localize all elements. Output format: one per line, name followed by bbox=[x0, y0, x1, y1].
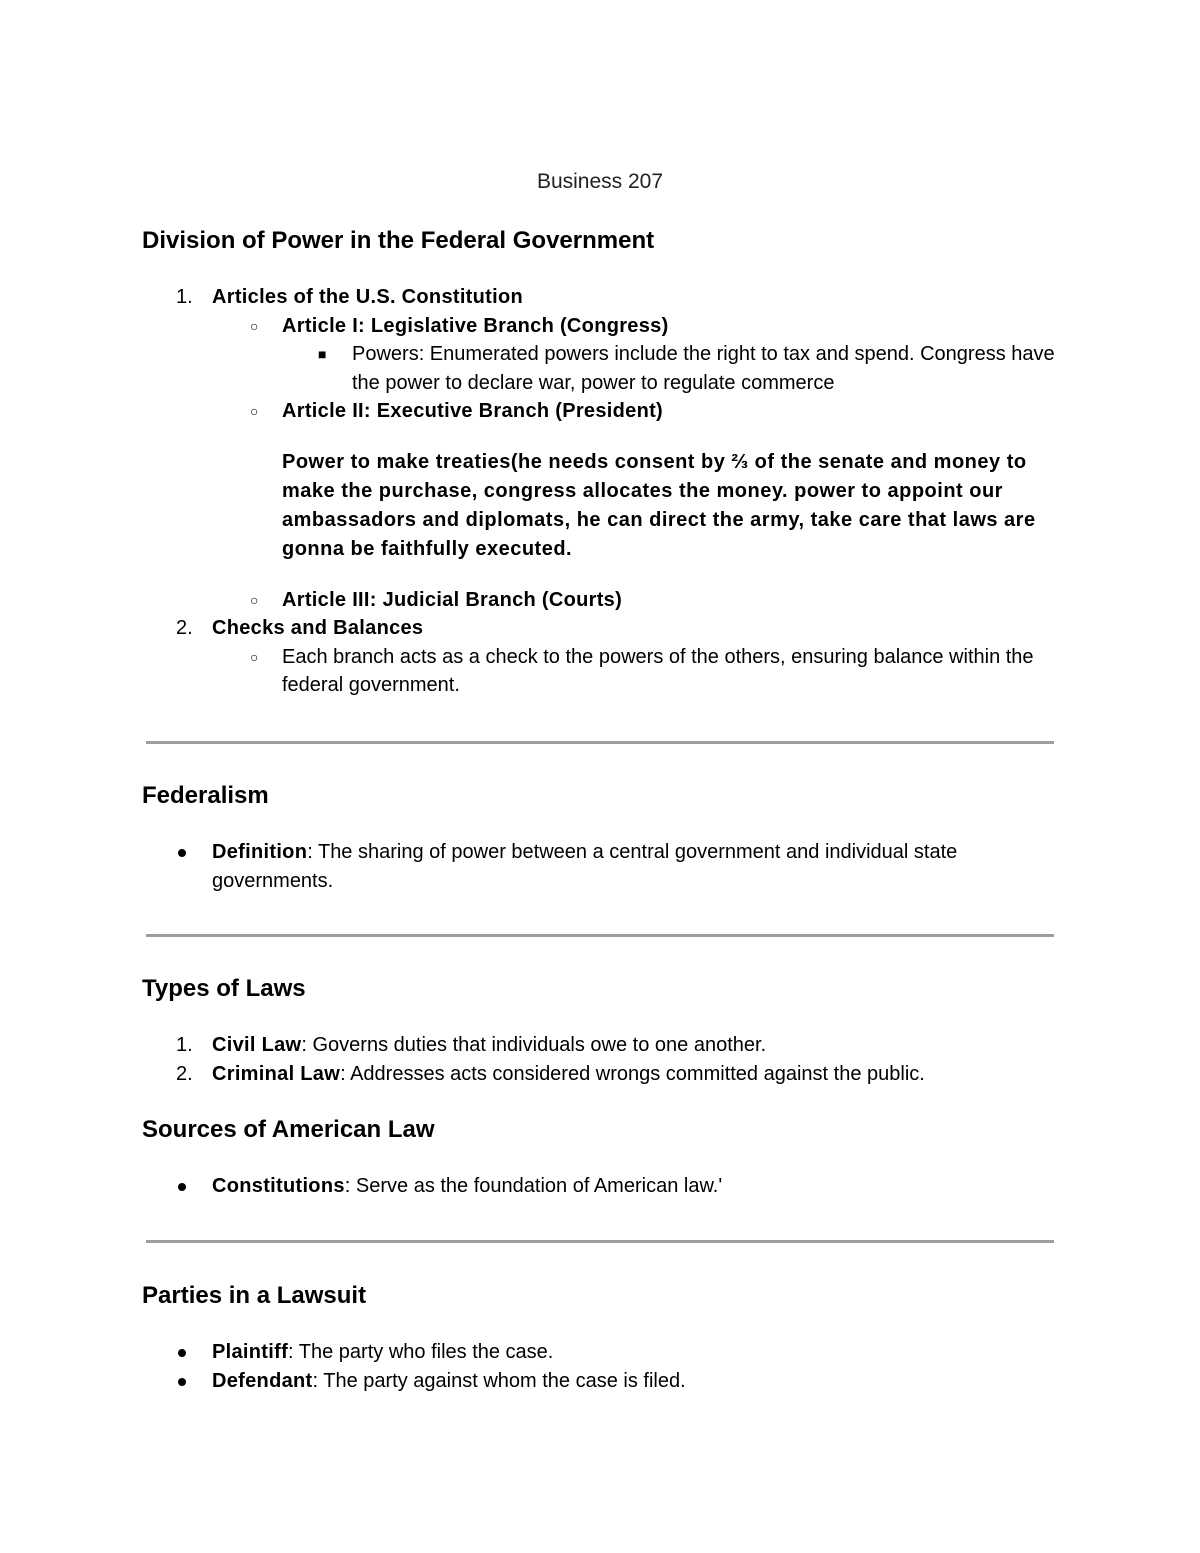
bullet-icon bbox=[178, 1349, 186, 1357]
article-1-item bbox=[142, 312, 1062, 341]
list-number: 2. bbox=[176, 617, 193, 639]
criminal-law-term: Criminal Law bbox=[212, 1062, 341, 1085]
constitutions-item bbox=[142, 1172, 1062, 1201]
plaintiff-item bbox=[142, 1338, 1062, 1367]
sources-heading: Sources of American Law bbox=[142, 1116, 435, 1143]
division-heading: Division of Power in the Federal Government bbox=[142, 227, 655, 254]
constitutions-term: Constitutions bbox=[212, 1175, 345, 1197]
article-1-powers-text: Powers: Enumerated powers include the right to tax and spend. Congress have the power to declare war, power to regulate commerce bbox=[352, 343, 1055, 394]
article-1-label: Article I: Legislative Branch (Congress) bbox=[282, 314, 669, 337]
federalism-section bbox=[142, 781, 1062, 895]
article-2-paragraph: Power to make treaties(he needs consent by ⅔ of the senate and money to make the purchase, congress allocates the money. power to appoint our ambassadors and diplomats, he can direct the army, take care that laws are gonna be faithfully executed. bbox=[282, 450, 1036, 560]
criminal-law-item bbox=[142, 1060, 1062, 1089]
section-divider bbox=[146, 741, 1054, 744]
circle-bullet-icon: ○ bbox=[250, 317, 259, 334]
list-number: 2. bbox=[176, 1062, 193, 1085]
parties-heading: Parties in a Lawsuit bbox=[142, 1282, 367, 1309]
division-section bbox=[142, 226, 1062, 700]
checks-description-item bbox=[142, 643, 1062, 700]
civil-law-text: : Governs duties that individuals owe to one another. bbox=[301, 1034, 767, 1056]
section-divider bbox=[146, 934, 1054, 937]
circle-bullet-icon: ○ bbox=[250, 648, 259, 665]
checks-label: Checks and Balances bbox=[212, 617, 424, 639]
plaintiff-term: Plaintiff bbox=[212, 1341, 289, 1363]
article-1-powers-item bbox=[142, 340, 1062, 397]
articles-item bbox=[142, 283, 1062, 312]
section-divider bbox=[146, 1240, 1054, 1243]
article-3-item bbox=[142, 586, 1062, 615]
civil-law-item bbox=[142, 1031, 1062, 1060]
bullet-icon bbox=[178, 849, 186, 857]
defendant-item bbox=[142, 1367, 1062, 1396]
list-number: 1. bbox=[176, 286, 193, 308]
parties-section bbox=[142, 1281, 1062, 1395]
civil-law-term: Civil Law bbox=[212, 1034, 302, 1056]
defendant-term: Defendant bbox=[212, 1369, 313, 1392]
defendant-text: : The party against whom the case is filed. bbox=[312, 1369, 686, 1392]
articles-label: Articles of the U.S. Constitution bbox=[212, 286, 524, 308]
definition-term: Definition bbox=[212, 841, 308, 863]
federalism-definition-item bbox=[142, 838, 1062, 895]
checks-item bbox=[142, 614, 1062, 643]
definition-text: : The sharing of power between a central government and individual state governments. bbox=[212, 841, 958, 892]
plaintiff-text: : The party who files the case. bbox=[288, 1341, 554, 1363]
checks-description-text: Each branch acts as a check to the powers of the others, ensuring balance within the federal government. bbox=[282, 645, 1034, 696]
constitutions-text: : Serve as the foundation of American law.' bbox=[344, 1175, 723, 1197]
article-3-label: Article III: Judicial Branch (Courts) bbox=[282, 588, 623, 611]
document-header: Business 207 bbox=[536, 170, 664, 193]
bullet-icon bbox=[178, 1183, 186, 1191]
list-number: 1. bbox=[176, 1034, 193, 1056]
criminal-law-text: : Addresses acts considered wrongs committed against the public. bbox=[340, 1062, 925, 1085]
circle-bullet-icon: ○ bbox=[250, 591, 259, 608]
sources-section bbox=[142, 1115, 1062, 1201]
square-bullet-icon: ■ bbox=[318, 346, 327, 362]
types-heading: Types of Laws bbox=[142, 975, 306, 1002]
article-2-label: Article II: Executive Branch (President) bbox=[282, 400, 664, 422]
article-2-item bbox=[142, 397, 1062, 426]
circle-bullet-icon: ○ bbox=[250, 403, 259, 419]
bullet-icon bbox=[178, 1378, 186, 1386]
types-section bbox=[142, 974, 1062, 1088]
federalism-heading: Federalism bbox=[142, 782, 269, 809]
